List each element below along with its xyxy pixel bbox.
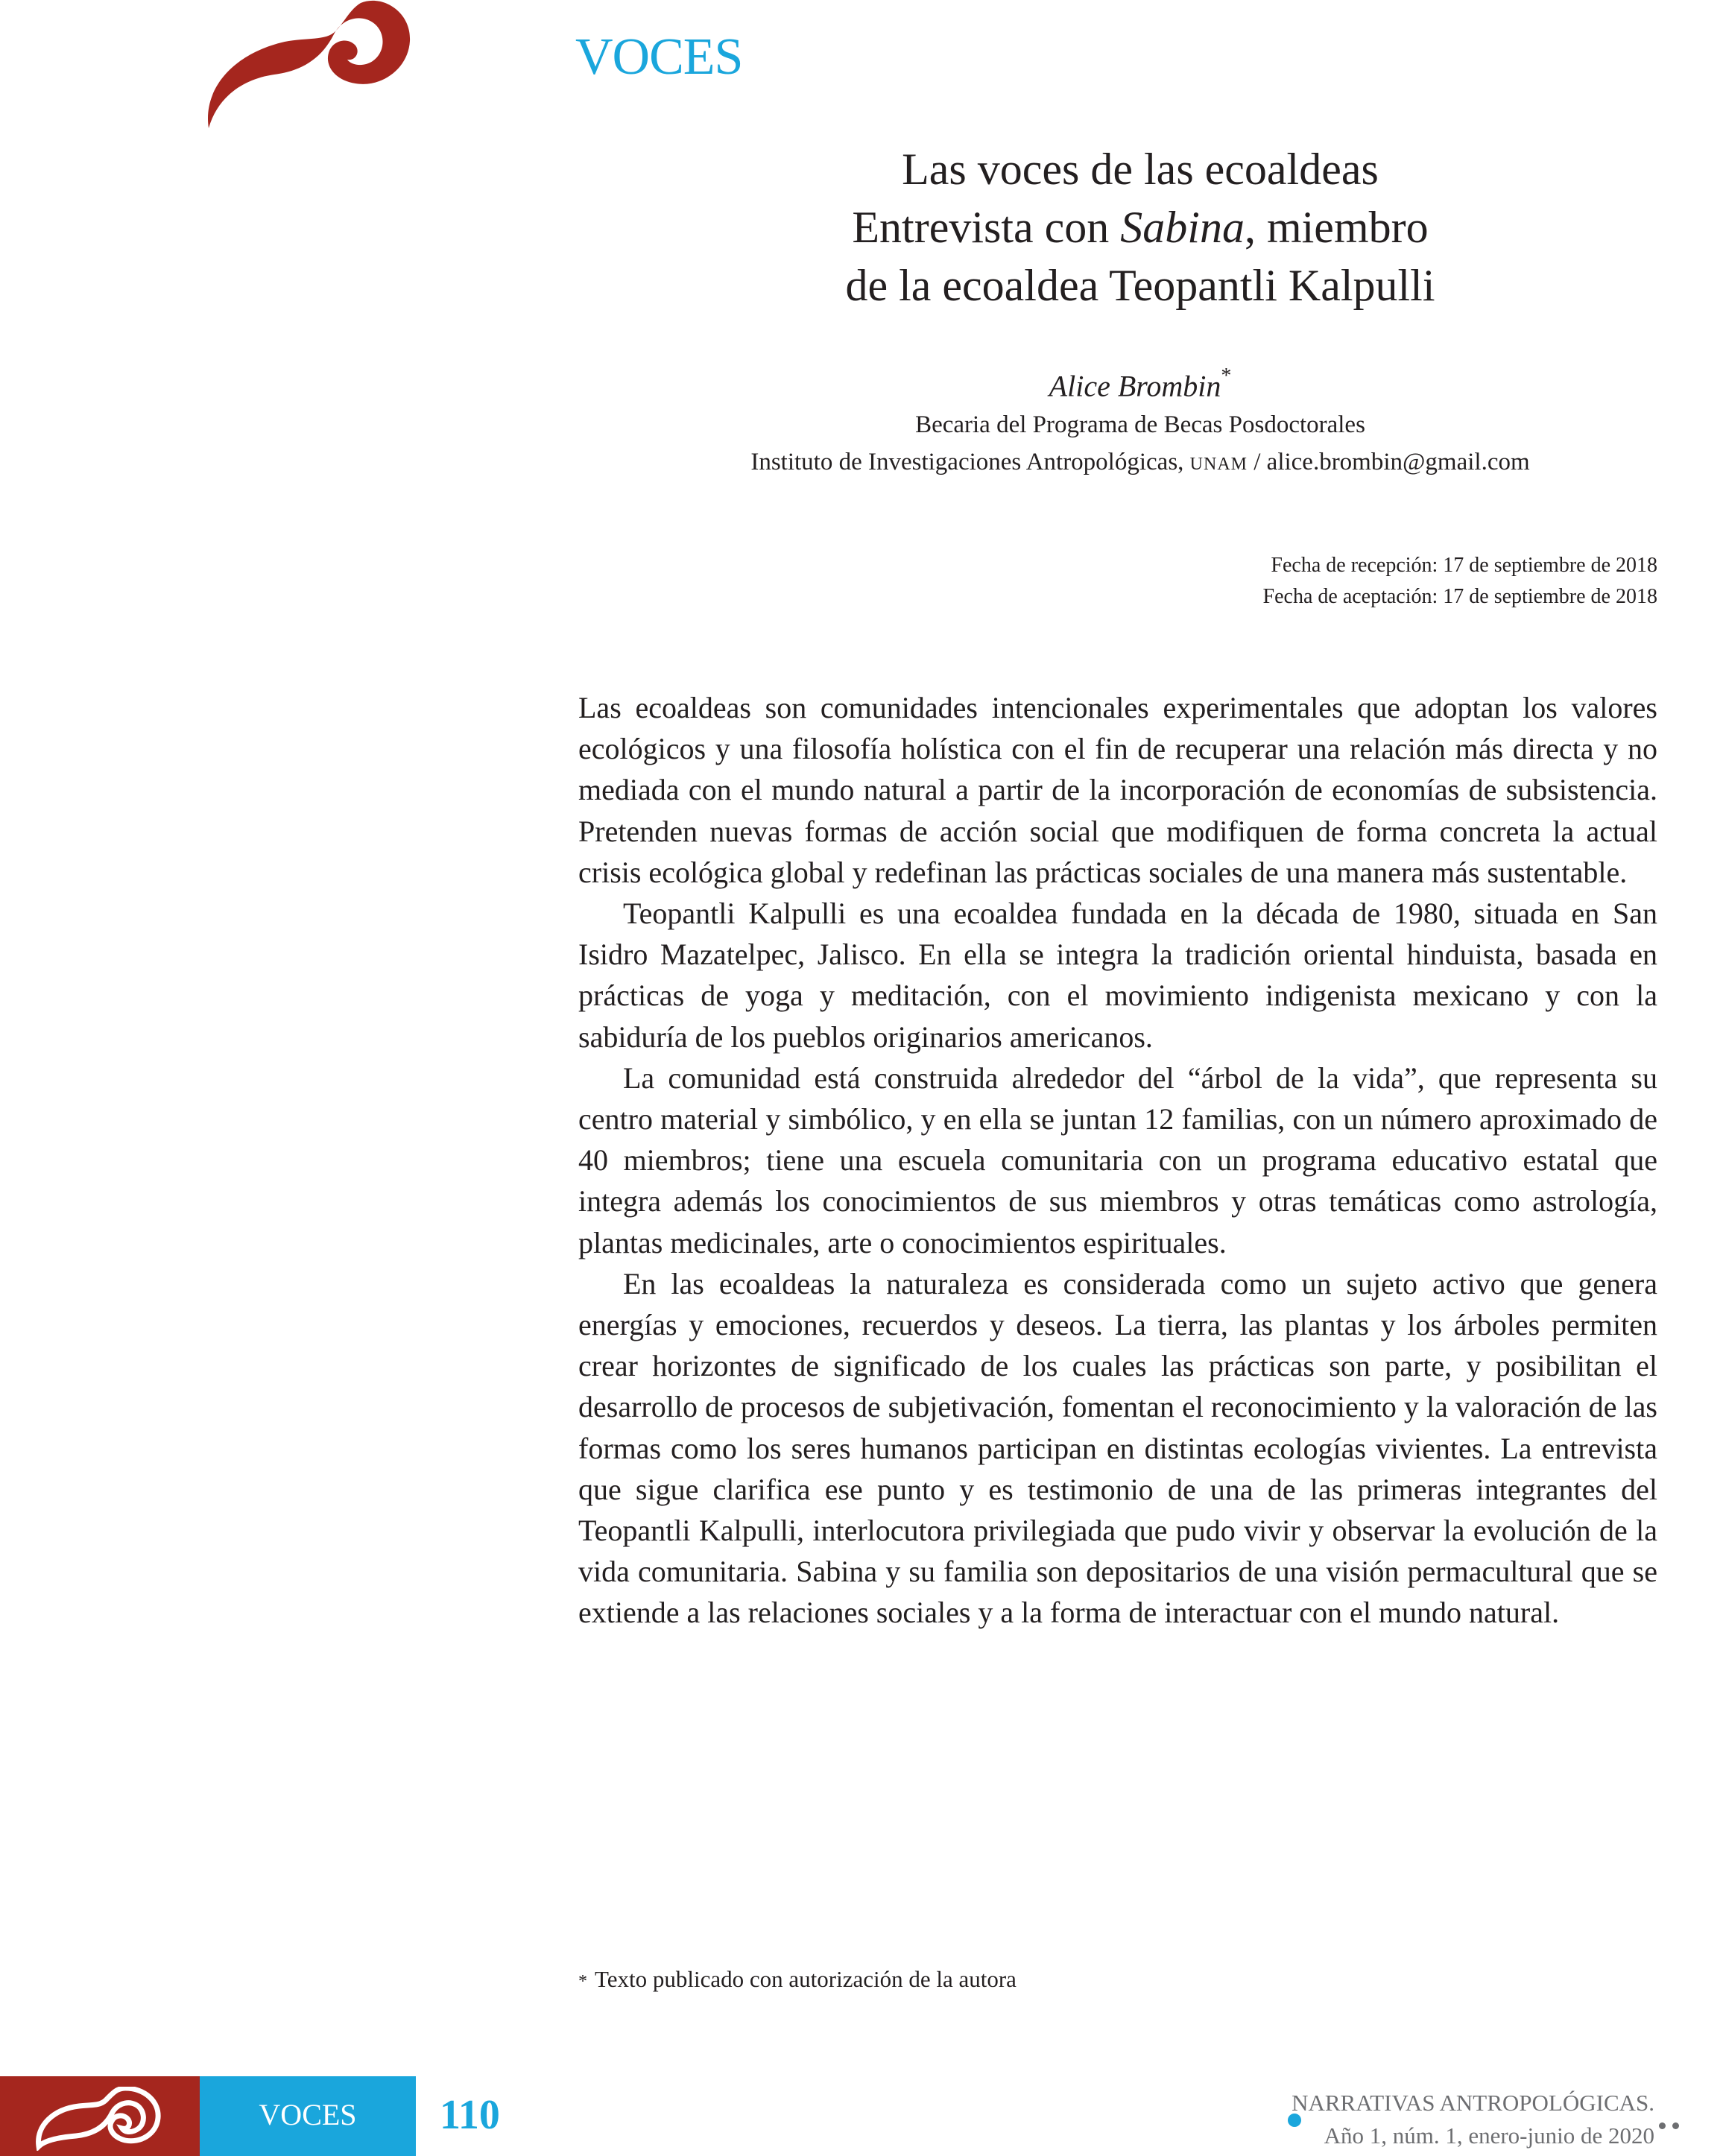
journal-info <box>1292 2087 1654 2152</box>
paragraph: Teopantli Kalpulli es una ecoaldea fundada en la década de 1980, situada en San Isidro Mazatelpec, Jalisco. En ella se integra la tradición oriental hinduista, basada en prácticas de yoga y meditación, con el movimiento indigenista mexicano y con la sabiduría de los pueblos originarios americanos. <box>578 897 1657 1054</box>
title-line-2 <box>641 198 1640 256</box>
article-title <box>641 140 1640 314</box>
footnote-text: Texto publicado con autorización de la autora <box>595 1966 1017 1992</box>
author-text: Alice Brombin <box>1049 369 1221 403</box>
affiliation-email: / alice.brombin@gmail.com <box>1248 449 1530 475</box>
bullet-dot-icon <box>1672 2122 1679 2129</box>
date-accepted: Fecha de aceptación: 17 de septiembre de 2018 <box>1262 585 1657 608</box>
swirl-logo-icon <box>33 2087 174 2151</box>
swirl-logo-icon <box>195 0 411 128</box>
author-footnote-mark: * <box>1221 364 1232 388</box>
paragraph: En las ecoaldeas la naturaleza es considerada como un sujeto activo que genera energías y emociones, recuerdos y deseos. La tierra, las plantas y los árboles permiten crear horizontes de significado de los cuales las prácticas son parte, y posibilitan el desarrollo de procesos de subjetivación, fomentan el reconocimiento y la valoración de las formas como los seres humanos participan en distintas ecologías vivientes. La entrevista que sigue clarifica ese punto y es testimonio de una de las primeras integrantes del Teopantli Kalpulli, interlocutora privilegiada que pudo vivir y observar la evolución de la vida comunitaria. Sabina y su familia son depositarios de una visión permacultural que se extiende a las relaciones sociales y a la forma de interactuar con el mundo natural. <box>578 1266 1657 1630</box>
page-number: 110 <box>440 2092 500 2138</box>
affiliation-smallcaps: UNAM <box>1189 455 1248 474</box>
journal-name: NARRATIVAS ANTROPOLÓGICAS. <box>1292 2090 1654 2116</box>
section-label: VOCES <box>575 28 743 86</box>
affiliation-pre: Instituto de Investigaciones Antropológicas, <box>750 449 1190 475</box>
title-line-2-post: , miembro <box>1244 203 1429 252</box>
footnote-mark: * <box>578 1972 587 1991</box>
title-line-2-italic: Sabina <box>1120 203 1245 252</box>
author-name <box>641 361 1640 404</box>
footer-section-label: VOCES <box>259 2098 357 2131</box>
bullet-dot-icon <box>1659 2122 1666 2129</box>
title-line-3: de la ecoaldea Teopantli Kalpulli <box>845 261 1435 310</box>
title-line-1: Las voces de las ecoaldeas <box>902 145 1379 194</box>
title-line-2-pre: Entrevista con <box>852 203 1121 252</box>
journal-issue: Año 1, núm. 1, enero-junio de 2020 <box>1324 2122 1654 2149</box>
paragraph: La comunidad está construida alrededor del “árbol de la vida”, que representa su centro material y simbólico, y en ella se juntan 12 familias, con un número aproximado de 40 miembros; tiene una escuela comunitaria con un programa educativo estatal que integra además los conocimientos de sus miembros y otras temáticas como astrología, plantas medicinales, arte o conocimientos espirituales. <box>578 1060 1657 1259</box>
paragraph: Las ecoaldeas son comunidades intencionales experimentales que adoptan los valores ecológicos y una filosofía holística con el fin de recuperar una relación más directa y no mediada con el mundo natural a partir de la incorporación de economías de subsistencia. Pretenden nuevas formas de acción social que modifiquen de forma concreta la actual crisis ecológica global y redefinan las prácticas sociales de una manera más sustentable. <box>578 691 1657 889</box>
affiliation-line-1: Becaria del Programa de Becas Posdoctorales <box>915 411 1365 438</box>
date-received: Fecha de recepción: 17 de septiembre de 2018 <box>1271 554 1657 577</box>
article-body <box>578 687 1657 1634</box>
affiliation-line-2 <box>566 447 1714 479</box>
footnote <box>578 1964 1017 1997</box>
article-dates <box>1263 550 1657 613</box>
